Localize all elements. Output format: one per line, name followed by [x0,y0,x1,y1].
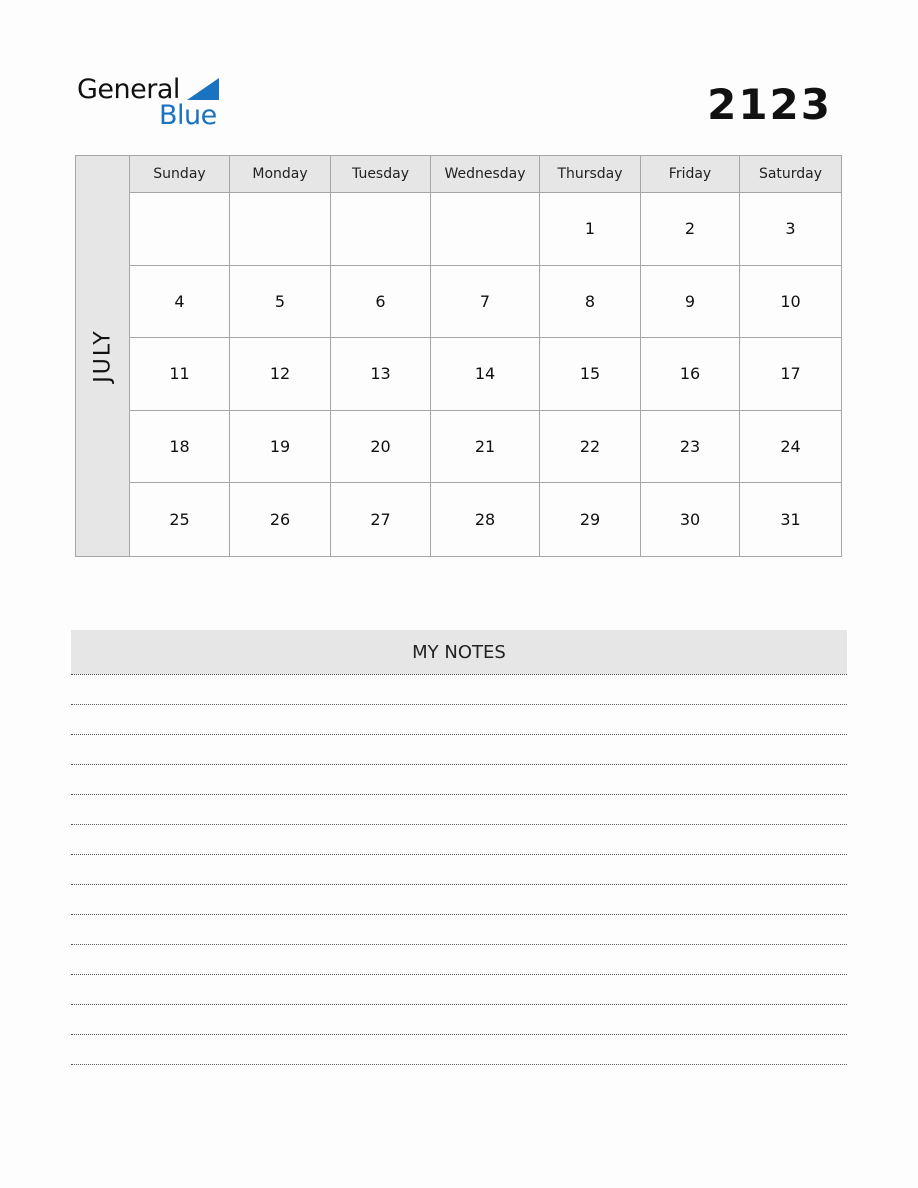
day-cell: 12 [230,338,331,411]
month-label-column [76,156,130,556]
weekday-saturday: Saturday [740,156,841,193]
notes-header [71,630,847,674]
year-title: 2123 [707,80,832,129]
notes-lines[interactable] [71,674,847,1094]
calendar-grid [75,155,842,557]
day-cell: 15 [540,338,641,411]
logo-text-general: General [77,74,180,105]
day-cell: 27 [331,483,431,556]
day-cell: 21 [431,411,540,484]
weekday-header-row [130,156,841,193]
note-line[interactable] [71,704,847,734]
day-cell: 5 [230,266,331,339]
day-cell: 3 [740,193,841,266]
day-cell: 26 [230,483,331,556]
day-cell: 19 [230,411,331,484]
month-label: JULY [90,329,115,383]
day-cell: 1 [540,193,641,266]
weekday-tuesday: Tuesday [331,156,431,193]
day-cell: 25 [130,483,230,556]
week-row-2 [130,266,841,339]
note-line[interactable] [71,824,847,854]
days-grid [130,156,841,556]
note-line[interactable] [71,974,847,1004]
note-line[interactable] [71,734,847,764]
day-cell: 16 [641,338,740,411]
weekday-friday: Friday [641,156,740,193]
note-line[interactable] [71,794,847,824]
day-cell: 31 [780,510,801,530]
day-cell: 10 [740,266,841,339]
week-row-4 [130,411,841,484]
day-cell: 24 [740,411,841,484]
day-cell [130,193,230,266]
day-cell: 6 [331,266,431,339]
day-cell: 29 [540,483,641,556]
notes-title: MY NOTES [412,641,506,663]
note-line[interactable] [71,944,847,974]
note-line[interactable] [71,674,847,704]
day-cell: 14 [431,338,540,411]
day-cell: 22 [540,411,641,484]
logo-text-blue: Blue [159,100,217,131]
weekday-wednesday: Wednesday [431,156,540,193]
day-cell: 23 [641,411,740,484]
day-cell: 13 [331,338,431,411]
weekday-sunday: Sunday [130,156,230,193]
weekday-monday: Monday [230,156,331,193]
note-line[interactable] [71,854,847,884]
day-cell: 28 [431,483,540,556]
day-cell: 17 [740,338,841,411]
note-line[interactable] [71,764,847,794]
weekday-thursday: Thursday [540,156,641,193]
day-cell: 9 [641,266,740,339]
day-cell: 18 [130,411,230,484]
week-row-1 [130,193,841,266]
general-blue-logo [77,74,227,130]
day-cell: 4 [130,266,230,339]
note-line[interactable] [71,1064,847,1094]
day-cell: 11 [130,338,230,411]
day-cell: 8 [540,266,641,339]
note-line[interactable] [71,1034,847,1064]
day-cell [331,193,431,266]
note-line[interactable] [71,884,847,914]
logo-triangle-icon [187,78,219,100]
day-cell: 7 [431,266,540,339]
note-line[interactable] [71,1004,847,1034]
week-row-5 [130,483,841,556]
day-cell [431,193,540,266]
day-cell: 20 [331,411,431,484]
week-row-3 [130,338,841,411]
day-cell: 30 [641,483,740,556]
day-cell: 2 [641,193,740,266]
day-cell [230,193,331,266]
note-line[interactable] [71,914,847,944]
